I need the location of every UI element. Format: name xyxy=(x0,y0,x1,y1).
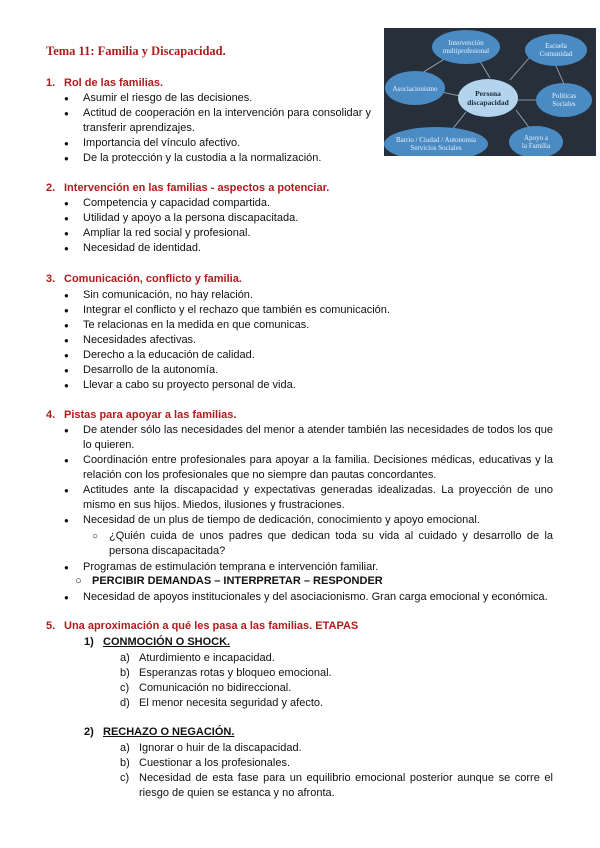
section-4-list-end xyxy=(64,590,554,605)
diagram-label: Servicios Sociales xyxy=(410,144,462,152)
list-item: b) Cuestionar a los profesionales. xyxy=(120,757,291,769)
list-item: ○ ¿Quién cuida de unos padres que dedican toda su vida al cuidado y desarrollo de la persona discapacitada? xyxy=(92,529,553,559)
section-heading-1: 1. Rol de las familias. xyxy=(46,77,164,89)
list-item: ● Necesidad de un plus de tiempo de dedicación, conocimiento y apoyo emocional. xyxy=(64,513,553,528)
list-item: ● Coordinación entre profesionales para apoyar a la familia. Decisiones médicas, educativas y la relación con los profesionales que no siempre dan pautas concordantes. xyxy=(64,453,553,483)
diagram-label: Escuela xyxy=(545,42,567,50)
stage-1-list xyxy=(120,651,553,711)
section-2-list xyxy=(64,196,554,256)
section-3-list xyxy=(64,288,554,393)
diagram-label: Asociacionismo xyxy=(392,85,438,93)
list-item: ● Desarrollo de la autonomía. xyxy=(64,363,554,378)
section-4-list-cont xyxy=(64,560,553,575)
diagram-label: multiprofesional xyxy=(442,47,490,55)
list-item: ● Integrar el conflicto y el rechazo que también es comunicación. xyxy=(64,303,554,318)
section-4-sublist xyxy=(92,529,553,559)
section-heading-5: 5. Una aproximación a qué les pasa a las familias. ETAPAS xyxy=(46,620,359,632)
diagram-center-label: Persona xyxy=(475,89,501,98)
list-item: ● Necesidad de identidad. xyxy=(64,241,554,256)
list-item: ● Programas de estimulación temprana e intervención familiar. xyxy=(64,560,553,575)
percibir-demandas: ○ PERCIBIR DEMANDAS – INTERPRETAR – RESPONDER xyxy=(92,575,383,587)
diagram-label: la Familia xyxy=(521,142,551,150)
list-item: ● De atender sólo las necesidades del menor a atender también las necesidades de todos los que lo quieren. xyxy=(64,423,553,453)
stage-heading-2: 2) RECHAZO O NEGACIÓN. xyxy=(84,726,235,738)
diagram-label: Barrio / Ciudad / Autonomía xyxy=(395,136,477,144)
list-item: ● Asumir el riesgo de las decisiones. xyxy=(64,91,378,106)
diagram-label: Sociales xyxy=(552,100,576,108)
diagram-center-label: discapacidad xyxy=(467,98,509,107)
diagram-label: Intervención xyxy=(448,39,484,47)
list-item: ● Utilidad y apoyo a la persona discapacitada. xyxy=(64,211,554,226)
list-item: ● Te relacionas en la medida en que comunicas. xyxy=(64,318,554,333)
list-item: ● Sin comunicación, no hay relación. xyxy=(64,288,554,303)
section-heading-2: 2. Intervención en las familias - aspectos a potenciar. xyxy=(46,182,330,194)
section-heading-3: 3. Comunicación, conflicto y familia. xyxy=(46,273,242,285)
list-item: ● Actitudes ante la discapacidad y expectativas generadas idealizadas. La proyección de uno mismo en sus hijos. Miedos, ilusiones y frustraciones. xyxy=(64,483,553,513)
list-item: ● Ampliar la red social y profesional. xyxy=(64,226,554,241)
list-item: b) Esperanzas rotas y bloqueo emocional. xyxy=(120,667,332,679)
list-item: ● Llevar a cabo su proyecto personal de vida. xyxy=(64,378,554,393)
family-support-diagram xyxy=(384,28,596,156)
section-4-list xyxy=(64,423,553,528)
section-heading-4: 4. Pistas para apoyar a las familias. xyxy=(46,409,237,421)
list-item: ● De la protección y la custodia a la normalización. xyxy=(64,151,378,166)
section-1-list xyxy=(64,91,378,166)
diagram-label: Políticas xyxy=(551,92,577,100)
list-item: a) Ignorar o huir de la discapacidad. xyxy=(120,742,302,754)
list-item: ● Actitud de cooperación en la intervención para consolidar y transferir aprendizajes. xyxy=(64,106,378,136)
list-item: c) Necesidad de esta fase para un equilibrio emocional posterior aunque se corre el riesgo de quien se estanca y no afronta. xyxy=(120,772,553,799)
list-item: c) Comunicación no bidireccional. xyxy=(120,682,292,694)
list-item: a) Aturdimiento e incapacidad. xyxy=(120,652,275,664)
list-item: ● Necesidad de apoyos institucionales y del asociacionismo. Gran carga emocional y económica. xyxy=(64,590,554,605)
diagram-label: Apoyo a xyxy=(524,134,548,142)
document-title: Tema 11: Familia y Discapacidad. xyxy=(46,44,226,58)
diagram-label: Comunidad xyxy=(539,50,573,58)
list-item: ● Derecho a la educación de calidad. xyxy=(64,348,554,363)
stage-2-list xyxy=(120,741,553,801)
list-item: ● Competencia y capacidad compartida. xyxy=(64,196,554,211)
list-item: ● Necesidades afectivas. xyxy=(64,333,554,348)
list-item: d) El menor necesita seguridad y afecto. xyxy=(120,697,324,709)
list-item: ● Importancia del vínculo afectivo. xyxy=(64,136,378,151)
stage-heading-1: 1) CONMOCIÓN O SHOCK. xyxy=(84,636,231,648)
